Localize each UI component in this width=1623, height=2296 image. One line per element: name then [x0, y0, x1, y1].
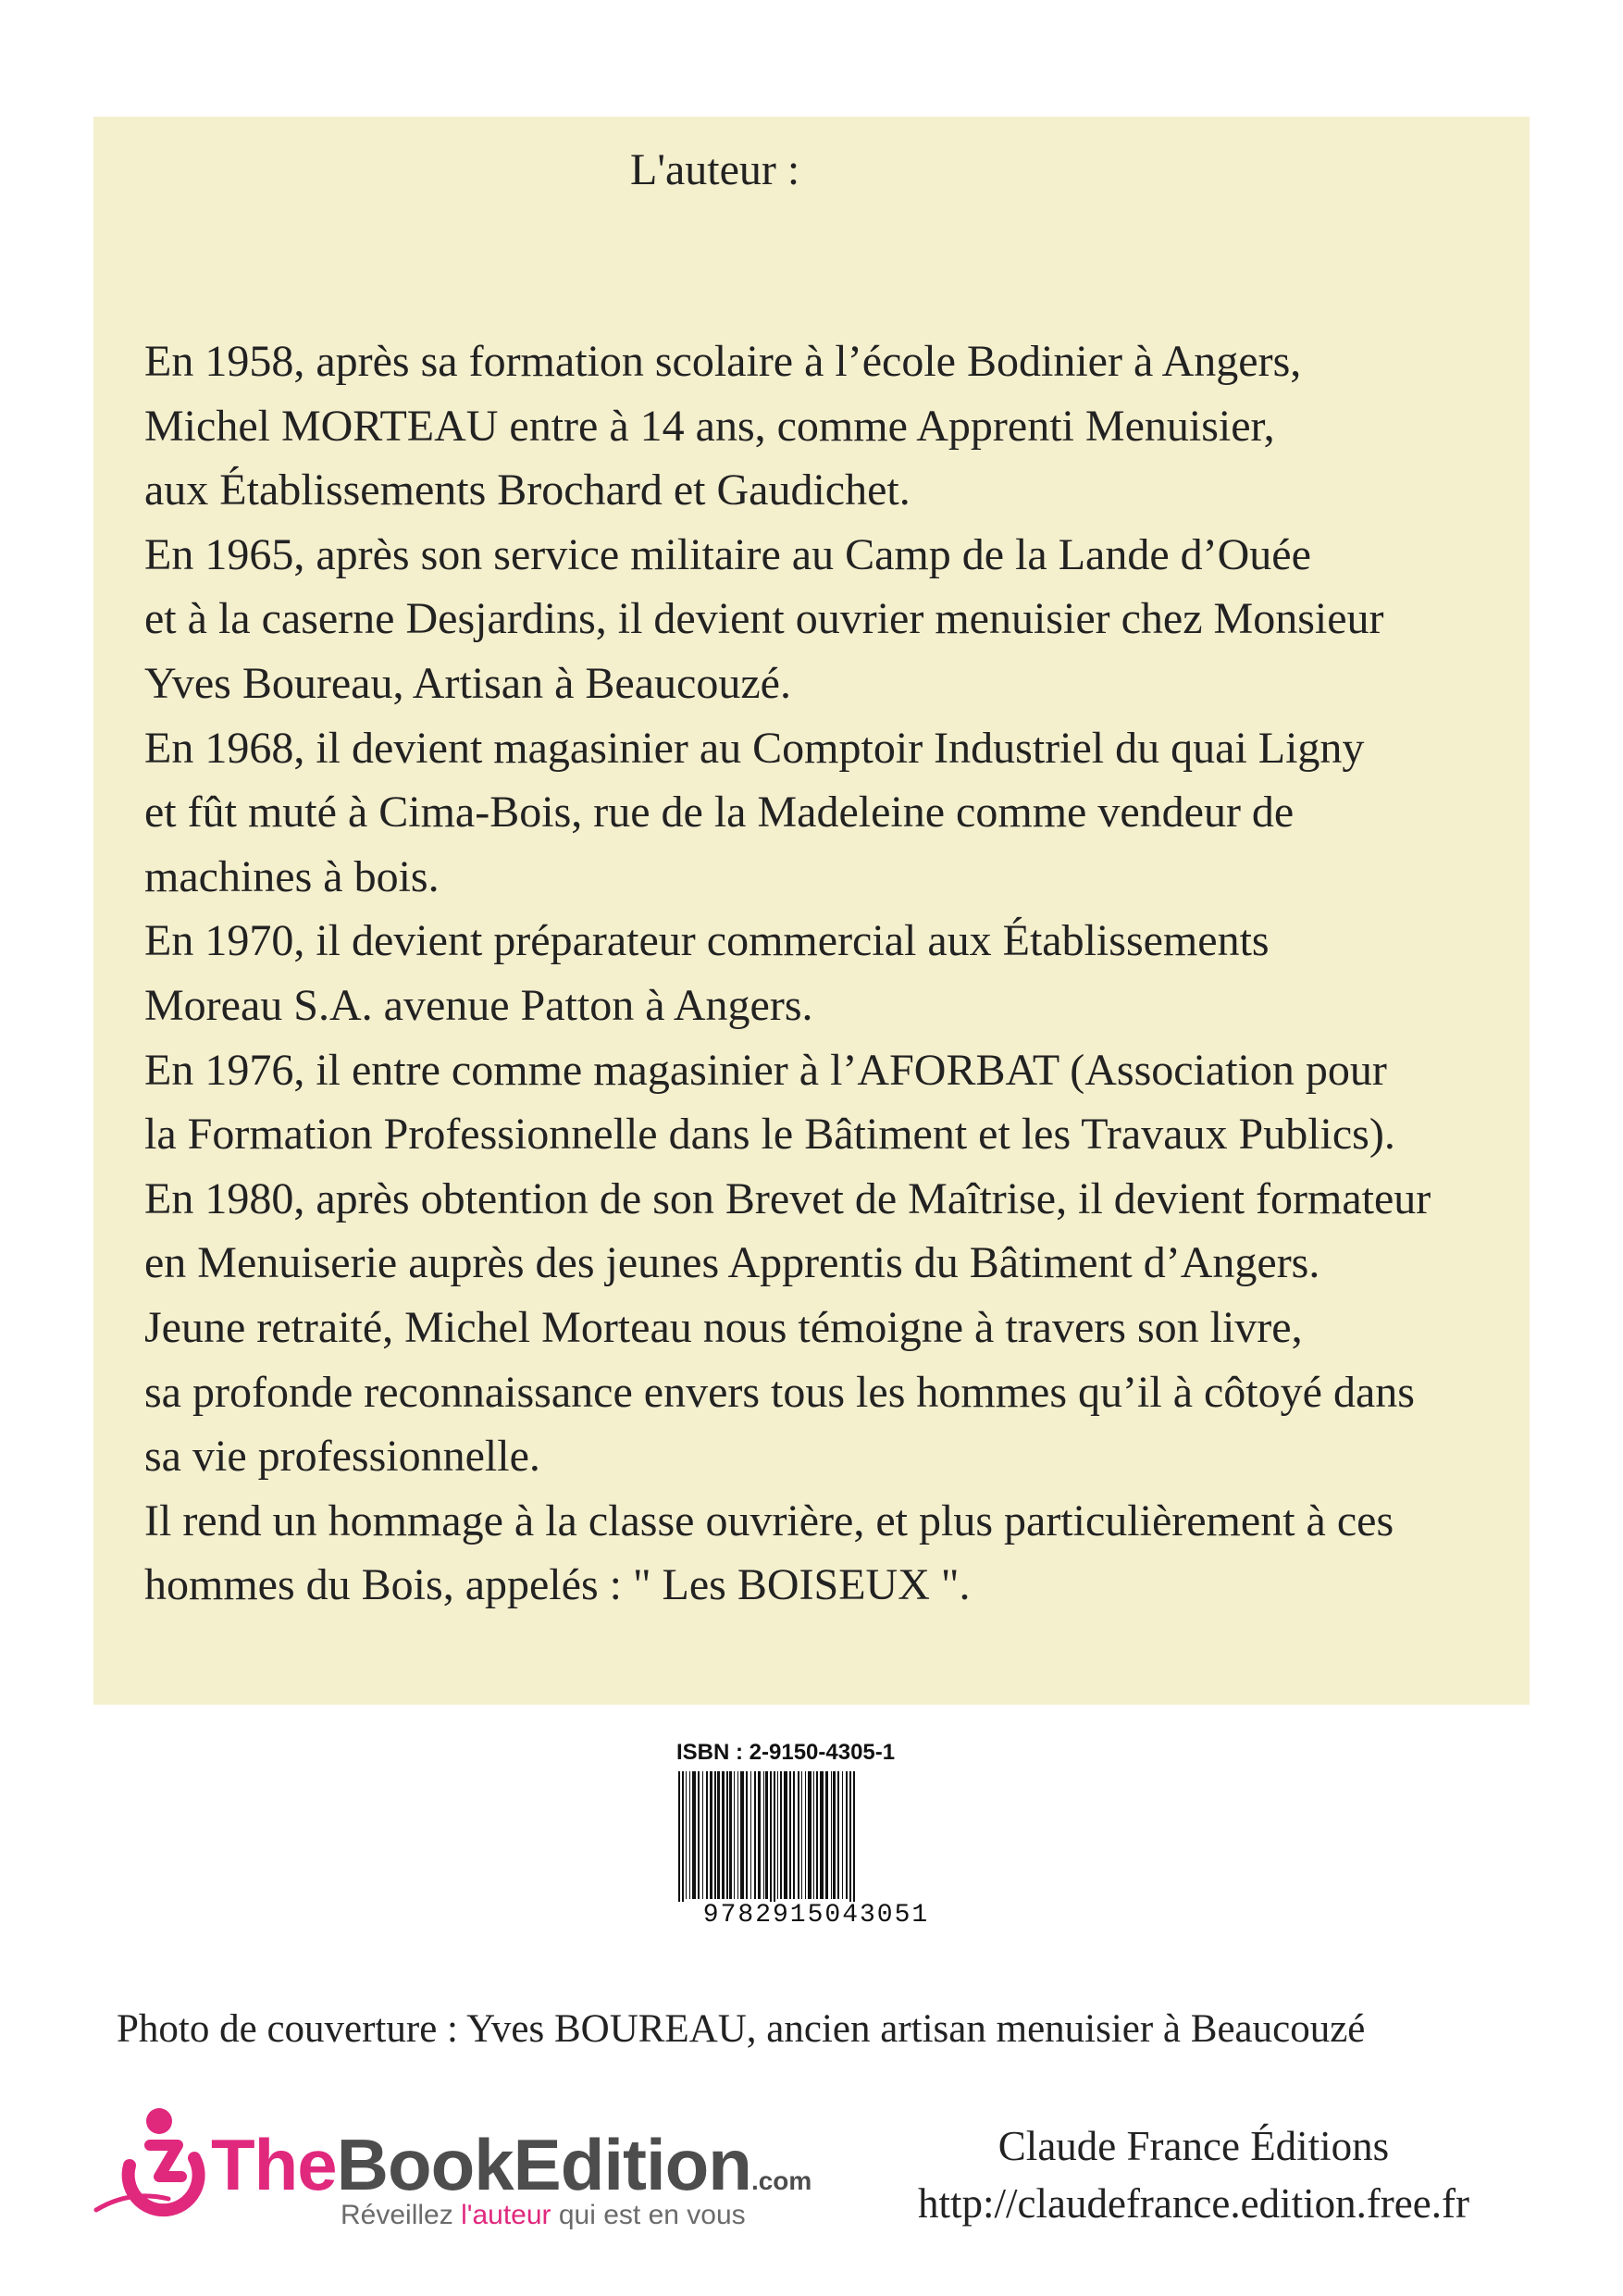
bio-text	[144, 329, 1514, 1618]
bio-line: sa profonde reconnaissance envers tous les hommes qu’il à côtoyé dans	[144, 1367, 1415, 1417]
bio-line: hommes du Bois, appelés : " Les BOISEUX ".	[144, 1560, 971, 1610]
reader-figure-icon	[93, 2101, 213, 2240]
bio-line: aux Établissements Brochard et Gaudichet.	[144, 465, 911, 515]
bio-line: Il rend un hommage à la classe ouvrière, et plus particulièrement à ces	[144, 1496, 1394, 1545]
bio-line: machines à bois.	[144, 851, 440, 901]
tagline-start: Réveillez	[341, 2200, 462, 2230]
bio-heading: L'auteur :	[630, 145, 800, 194]
bio-line: et à la caserne Desjardins, il devient ouvrier menuisier chez Monsieur	[144, 594, 1384, 644]
bio-line: En 1968, il devient magasinier au Comptoir Industriel du quai Ligny	[144, 723, 1365, 773]
thebookedition-logo	[93, 2101, 833, 2240]
isbn-barcode	[673, 1740, 960, 1939]
logo-com: .com	[750, 2166, 812, 2195]
bio-line: En 1976, il entre comme magasinier à l’AFORBAT (Association pour	[144, 1045, 1387, 1095]
isbn-label: ISBN : 2-9150-4305-1	[676, 1740, 896, 1765]
bio-line: et fût muté à Cima-Bois, rue de la Madeleine comme vendeur de	[144, 788, 1295, 838]
logo-edition: Edition	[513, 2124, 751, 2205]
bio-line: sa vie professionnelle.	[144, 1432, 540, 1482]
tagline-end: qui est en vous	[551, 2200, 746, 2230]
bio-line: Yves Boureau, Artisan à Beaucouzé.	[144, 658, 791, 708]
bio-line: En 1958, après sa formation scolaire à l’école Bodinier à Angers,	[144, 337, 1302, 386]
logo-book: Book	[336, 2124, 514, 2205]
bio-line: En 1970, il devient préparateur commercial aux Établissements	[144, 916, 1270, 966]
bio-line: la Formation Professionnelle dans le Bâtiment et les Travaux Publics).	[144, 1110, 1395, 1160]
bio-line: En 1965, après son service militaire au Camp de la Lande d’Ouée	[144, 529, 1311, 579]
bio-line: Moreau S.A. avenue Patton à Angers.	[144, 980, 813, 1030]
author-bio-panel	[93, 117, 1530, 1705]
barcode-icon	[673, 1771, 960, 1910]
tagline-accent: l'auteur	[461, 2200, 551, 2230]
publisher-info	[870, 2117, 1518, 2232]
barcode-digits: 9782915043051	[673, 1902, 960, 1930]
publisher-name: Claude France Éditions	[997, 2123, 1390, 2169]
logo-the: The	[211, 2124, 337, 2205]
bio-line: Jeune retraité, Michel Morteau nous témoigne à travers son livre,	[144, 1302, 1303, 1352]
photo-credit: Photo de couverture : Yves BOUREAU, ancien artisan menuisier à Beaucouzé	[117, 2007, 1366, 2051]
bio-line: en Menuiserie auprès des jeunes Apprentis du Bâtiment d’Angers.	[144, 1238, 1320, 1288]
bio-line: En 1980, après obtention de son Brevet de Maîtrise, il devient formateur	[144, 1173, 1431, 1223]
publisher-url[interactable]: http://claudefrance.edition.free.fr	[918, 2180, 1469, 2227]
bio-line: Michel MORTEAU entre à 14 ans, comme Apprenti Menuisier,	[144, 401, 1275, 451]
logo-tagline	[341, 2199, 746, 2232]
